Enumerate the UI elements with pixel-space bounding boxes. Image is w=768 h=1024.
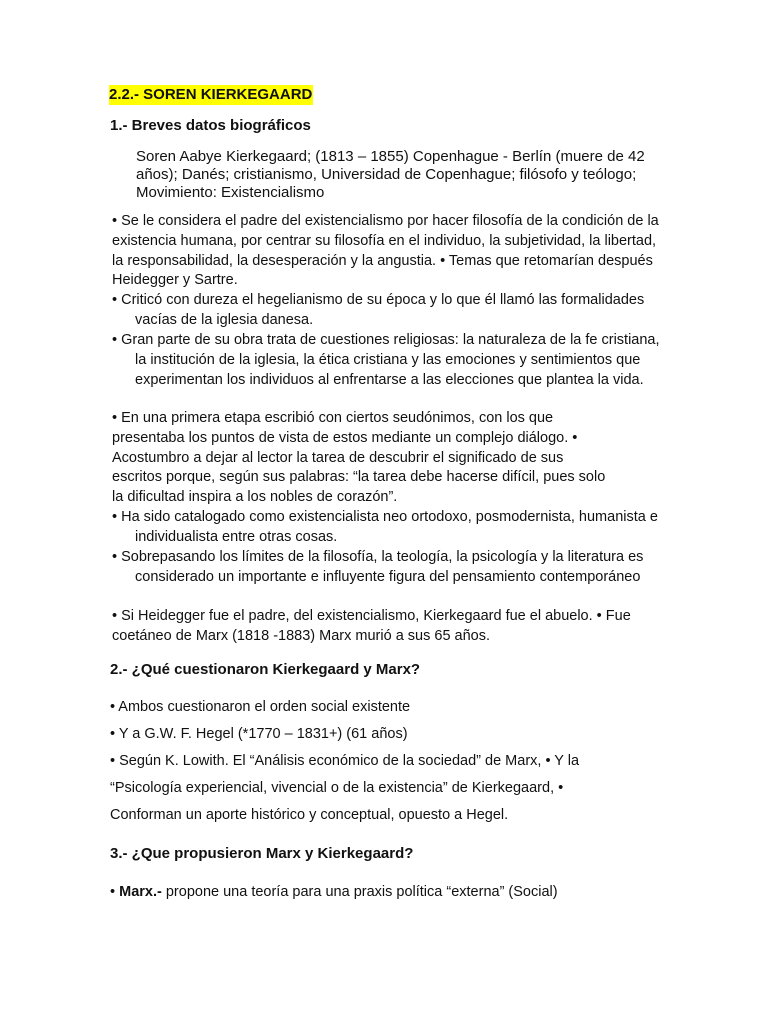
questions-line-5: Conforman un aporte histórico y conceptual, opuesto a Hegel. (110, 807, 509, 823)
questions-line-1: • Ambos cuestionaron el orden social existente (110, 699, 411, 715)
point-existentialism-father: • Se le considera el padre del existencialismo por hacer filosofía de la condición de la existencia humana, por centrar su filosofía en el individuo, la subjetividad, la libertad, la responsabilidad, la desesperación y la angustia. • Temas que retomarían después Heidegger y Sartre. (112, 213, 659, 289)
marx-label: Marx.- (119, 884, 162, 900)
section-heading-questions: 2.- ¿Qué cuestionaron Kierkegaard y Marx? (110, 661, 421, 678)
bullet: • (110, 884, 120, 900)
point-pseudonyms: • En una primera etapa escribió con ciertos seudónimos, con los que presentaba los puntos de vista de estos mediante un complejo diálogo. • Acostumbro a dejar al lector la tarea de descubrir el significado de sus escritos porque, según sus palabras: “la tarea debe hacerse difícil, pues solo la dificultad inspira a los nobles de corazón”. (112, 410, 606, 506)
questions-line-2: • Y a G.W. F. Hegel (*1770 – 1831+) (61 años) (110, 726, 408, 742)
questions-line-3: • Según K. Lowith. El “Análisis económico de la sociedad” de Marx, • Y la (110, 753, 580, 769)
biography-paragraph: Soren Aabye Kierkegaard; (1813 – 1855) Copenhague - Berlín (muere de 42 años); Danés; cristianismo, Universidad de Copenhague; filósofo y teólogo; Movimiento: Existencialismo (136, 148, 645, 201)
proposal-marx-line (110, 883, 558, 901)
point-catalogued: • Ha sido catalogado como existencialista neo ortodoxo, posmodernista, humanista e individualista entre otras cosas. (112, 509, 658, 545)
point-heidegger-marx: • Si Heidegger fue el padre, del existencialismo, Kierkegaard fue el abuelo. • Fue coetáneo de Marx (1818 -1883) Marx murió a sus 65 años. (112, 608, 631, 644)
point-beyond-philosophy: • Sobrepasando los límites de la filosofía, la teología, la psicología y la literatura es considerado un importante e influyente figura del pensamiento contemporáneo (112, 549, 644, 585)
point-hegelianism-critique: • Criticó con dureza el hegelianismo de su época y lo que él llamó las formalidades vacías de la iglesia danesa. (112, 292, 645, 328)
page-title: 2.2.- SOREN KIERKEGAARD (109, 86, 313, 103)
marx-proposal-text: propone una teoría para una praxis política “externa” (Social) (161, 884, 558, 900)
section-heading-biography: 1.- Breves datos biográficos (110, 117, 311, 134)
section-heading-proposals: 3.- ¿Que propusieron Marx y Kierkegaard? (110, 845, 414, 862)
point-religious-work: • Gran parte de su obra trata de cuestiones religiosas: la naturaleza de la fe cristiana, la institución de la iglesia, la ética cristiana y las emociones y sentimientos que experimentan los individuos al enfrentarse a las elecciones que plantea la vida. (112, 332, 660, 388)
questions-line-4: “Psicología experiencial, vivencial o de la existencia” de Kierkegaard, • (110, 780, 564, 796)
